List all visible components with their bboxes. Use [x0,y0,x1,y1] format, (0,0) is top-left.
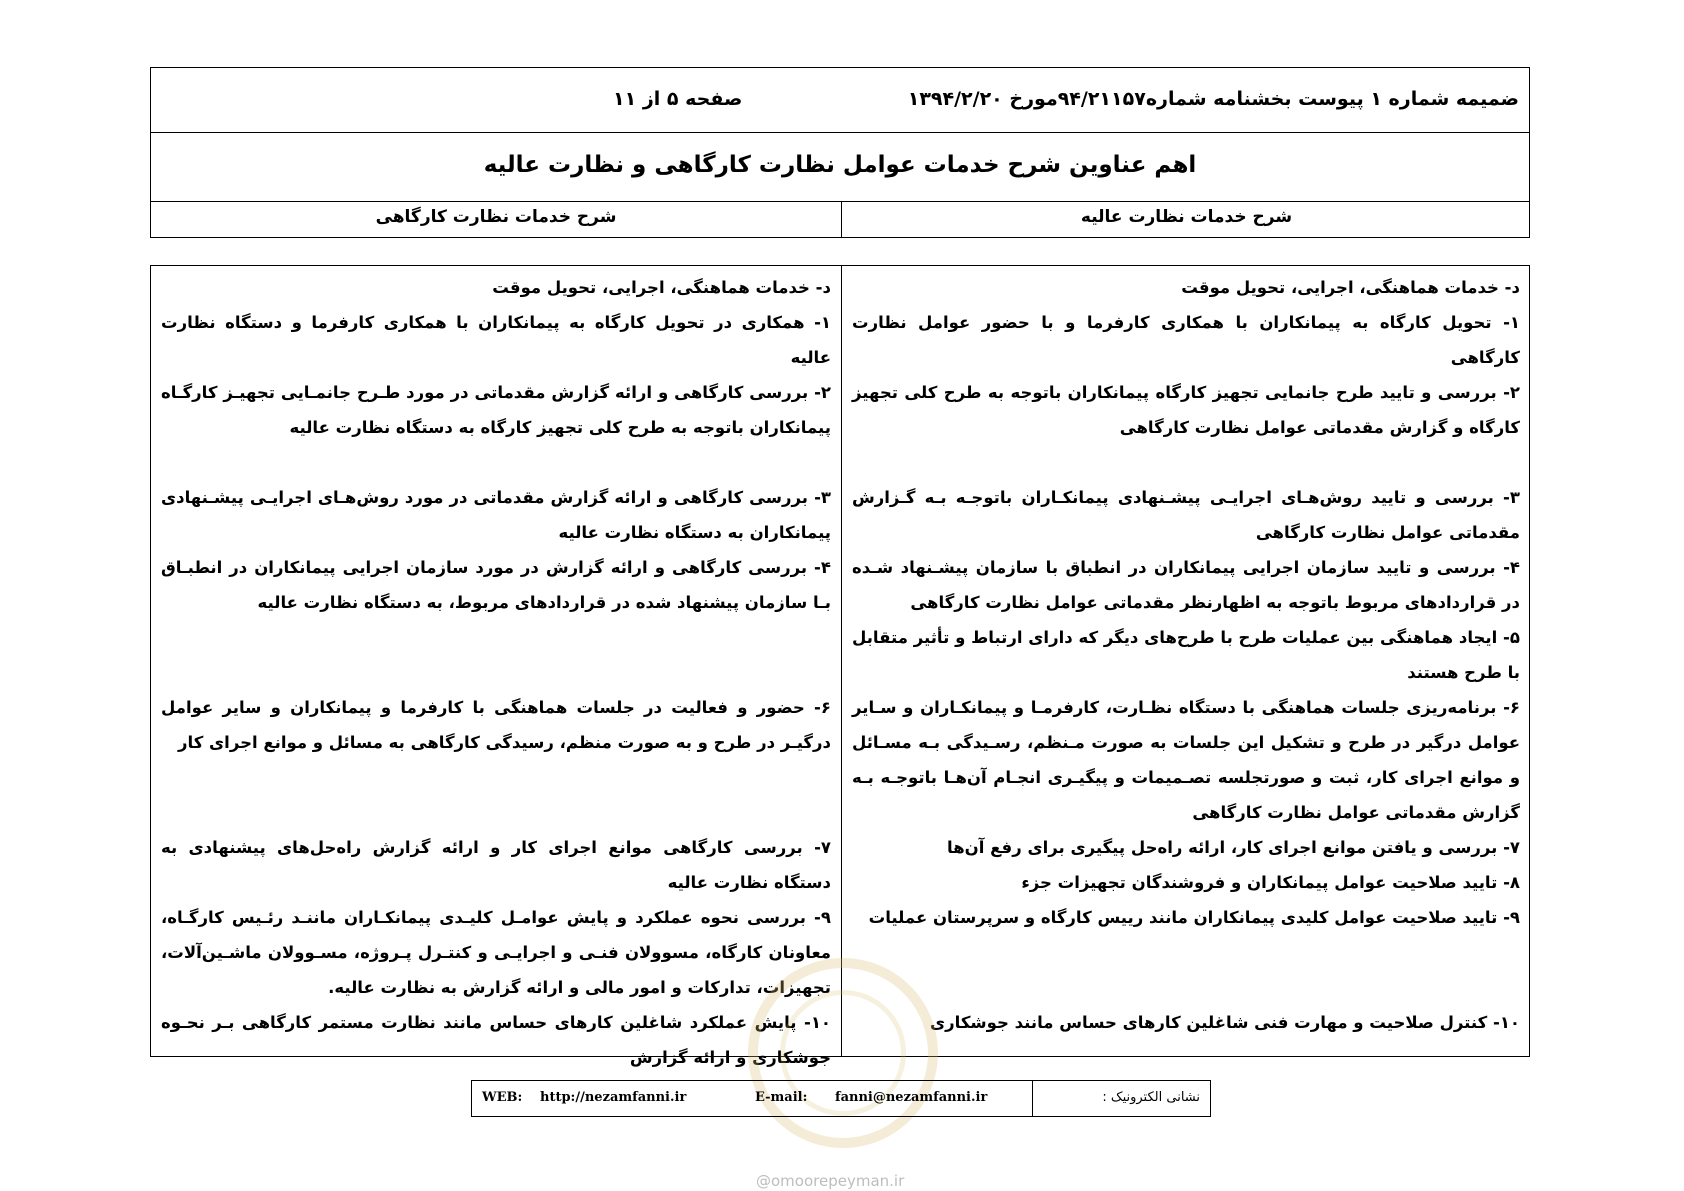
list-item: ۱۰- کنترل صلاحیت و مهارت فنی شاغلین کارهای حساس مانند جوشکاری [930,1013,1520,1032]
list-item: ۴- بررسی کارگاهی و ارائه گزارش در مورد سازمان اجرایی پیمانکاران در انطبـاق بـا سازمان پیشنهاد شده در قراردادهای مربوط، به دستگاه نظارت عالیه [161,558,831,612]
list-item: ۲- بررسی کارگاهی و ارائه گزارش مقدماتی در مورد طـرح جانمـایی تجهیـز کارگـاه پیمانکاران باتوجه به طرح کلی تجهیز کارگاه به دستگاه نظارت عالیه [161,383,831,437]
header-title-row [151,132,1529,202]
services-table [150,265,1530,1067]
email-label: E-mail: [755,1090,808,1105]
electronic-address-label: نشانی الکترونیک : [1102,1090,1200,1105]
column-headings-row [151,201,1529,237]
section-heading: د- خدمات هماهنگی، اجرایی، تحویل موقت [492,278,831,297]
header-reference-row [151,68,1529,133]
list-item: ۵- ایجاد هماهنگی بین عملیات طرح با طرح‌های دیگر که دارای ارتباط و تأثیر متقابل با طرح هستند [852,628,1520,682]
section-heading: د- خدمات هماهنگی، اجرایی، تحویل موقت [1181,278,1520,297]
list-item: ۳- بررسی و تایید روش‌هـای اجرایـی پیشـنهادی پیمانکـاران باتوجـه بـه گـزارش مقدماتی عوامل نظارت کارگاهی [852,488,1520,542]
site-supervision-column [161,270,831,1075]
page-number: صفحه ۵ از ۱۱ [613,88,743,110]
contact-footer [471,1080,1211,1117]
heading-site-supervision: شرح خدمات نظارت کارگاهی [375,207,617,227]
site-watermark: @omoorepeyman.ir [756,1172,905,1190]
list-item: ۹- تایید صلاحیت عوامل کلیدی پیمانکاران مانند رییس کارگاه و سرپرستان عملیات [868,908,1520,927]
list-item: ۱- همکاری در تحویل کارگاه به پیمانکاران با همکاری کارفرما و دستگاه نظارت عالیه [161,313,831,367]
list-item: ۱۰- پایش عملکرد شاغلین کارهای حساس مانند نظارت مستمر کارگاهی بـر نحـوه جوشکاری و ارائه گزارش [161,1013,831,1067]
email-link[interactable]: fanni@nezamfanni.ir [835,1090,988,1105]
document-header [150,67,1530,238]
supreme-supervision-column [852,270,1520,1040]
page-title: اهم عناوین شرح خدمات عوامل نظارت کارگاهی و نظارت عالیه [483,152,1197,178]
list-item: ۸- تایید صلاحیت عوامل پیمانکاران و فروشندگان تجهیزات جزء [1021,873,1520,892]
list-item: ۶- برنامه‌ریزی جلسات هماهنگی با دستگاه نظـارت، کارفرمـا و پیمانکـاران و سـایر عوامل درگیر در طرح و تشکیل این جلسات به صورت مـنظم، رسـیدگی بـه مسـائل و موانع اجرای کار، ثبت و صورتجلسه تصـمیمات و پیگیـری انجـام آن‌هـا باتوجـه بـه گزارش مقدماتی عوامل نظارت کارگاهی [852,698,1520,822]
list-item: ۲- بررسی و تایید طرح جانمایی تجهیز کارگاه پیمانکاران باتوجه به طرح کلی تجهیز کارگاه و گزارش مقدماتی عوامل نظارت کارگاهی [852,383,1520,437]
column-divider [841,266,842,1056]
heading-supreme-supervision: شرح خدمات نظارت عالیه [1080,207,1293,227]
list-item: ۷- بررسی کارگاهی موانع اجرای کار و ارائه گزارش راه‌حل‌های پیشنهادی به دستگاه نظارت عالیه [161,838,831,892]
list-item: ۶- حضور و فعالیت در جلسات هماهنگی با کارفرما و پیمانکاران و سایر عوامل درگیـر در طرح و به صورت منظم، رسیدگی کارگاهی به مسائل و موانع اجرای کار [161,698,831,752]
list-item: ۴- بررسی و تایید سازمان اجرایی پیمانکاران در انطباق با سازمان پیشـنهاد شـده در قراردادهای مربوط باتوجه به اظهارنظر مقدماتی عوامل نظارت کارگاهی [852,558,1520,612]
circular-reference: ضمیمه شماره ۱ پیوست بخشنامه شماره۹۴/۲۱۱۵۷مورخ ۱۳۹۴/۲/۲۰ [907,88,1519,110]
website-link[interactable]: http://nezamfanni.ir [540,1090,687,1105]
web-label: WEB: [482,1090,523,1105]
list-item: ۹- بررسی نحوه عملکرد و پایش عوامـل کلیـدی پیمانکـاران ماننـد رئـیس کارگـاه، معاونان کارگاه، مسوولان فنـی و اجرایـی و کنتـرل پـروژه، مسـوولان ماشـین‌آلات، تجهیزات، تدارکات و امور مالی و ارائه گزارش به نظارت عالیه. [161,908,831,997]
list-item: ۳- بررسی کارگاهی و ارائه گزارش مقدماتی در مورد روش‌هـای اجرایـی پیشـنهادی پیمانکاران به دستگاه نظارت عالیه [161,488,831,542]
list-item: ۷- بررسی و یافتن موانع اجرای کار، ارائه راه‌حل پیگیری برای رفع آن‌ها [947,838,1520,857]
footer-divider [1032,1081,1033,1116]
list-item: ۱- تحویل کارگاه به پیمانکاران با همکاری کارفرما و با حضور عوامل نظارت کارگاهی [852,313,1520,367]
